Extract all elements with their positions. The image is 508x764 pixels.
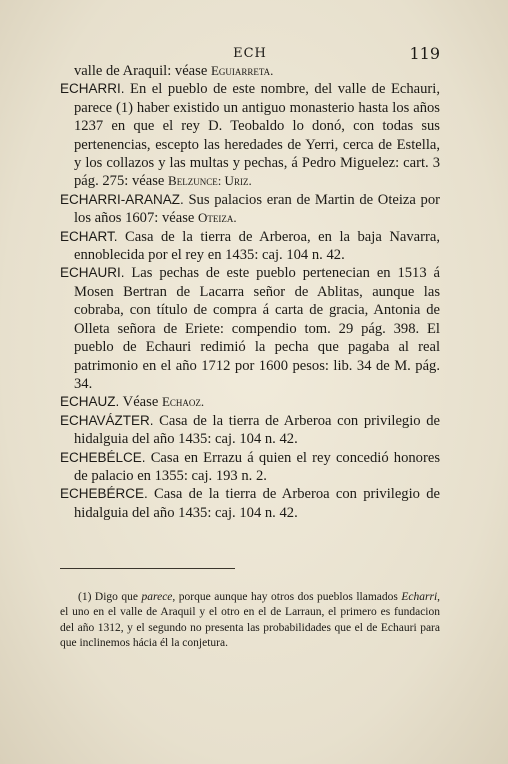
headword: ECHARRI-ARANAZ.: [60, 191, 184, 207]
entry-text: Casa en Errazu á quien el rey concedió honores de palacio en 1355: caj. 193 n. 2.: [74, 449, 440, 484]
entry-echeberce: [60, 485, 440, 522]
entry-echavazter: [60, 412, 440, 449]
headword: ECHAURI.: [60, 265, 125, 281]
cross-reference: Eguiarreta.: [210, 63, 274, 78]
entry-echauz: [60, 393, 440, 411]
footnote-rule: [60, 568, 235, 569]
headword: ECHEBÉLCE.: [60, 449, 146, 465]
headword: ECHEBÉRCE.: [60, 486, 148, 502]
entry-echauri: [60, 264, 440, 393]
entry-text: En el pueblo de este nombre, del valle de Echauri, parece (1) haber existido un antiguo monasterio hasta los años 1237 en que el rey D. Teobaldo lo donó, con todas sus pertenencias, escepto las heredades de Yerri, cerca de Estella, y los collazos y las multas y pechas, á Pedro Miguelez: cart. 3 pág. 275: véase: [74, 81, 440, 190]
cross-reference: Echaoz.: [161, 394, 205, 410]
entry-text: Las pechas de este pueblo pertenecian en 1513 á Mosen Bertran de Lacarra señor de Ablitas, aunque las cobraba, con título de compra á carta de gracia, Antonia de Olleta señora de Eriete: compendio tom. 29 pág. 398. El pueblo de Echauri redimió la pecha que pagaba al real patrimonio en el año 1712 por 1600 pesos: lib. 34 de M. pág. 34.: [74, 265, 440, 392]
page-number: 119: [409, 44, 440, 63]
entry-echebelce: [60, 449, 440, 486]
headword: ECHART.: [60, 228, 118, 244]
headword: ECHAVÁZTER.: [60, 412, 154, 428]
entry-text: Véase: [119, 394, 162, 411]
entry-text: Sus palacios eran de Martin de Oteiza por los años 1607: véase: [74, 191, 440, 227]
headword: ECHARRI.: [60, 81, 125, 97]
headword: ECHAUZ.: [60, 394, 120, 410]
cross-reference: Oteiza.: [198, 210, 237, 226]
footnote: (1) Digo que parece, porque aunque hay otros dos pueblos llamados Echarri, el uno en el valle de Araquil y el otro en el de Larraun, el primero es fundacion del año 1312, y el segundo no presenta las probabilidades que el de Echauri para que inclinemos hácia él la conjetura.: [60, 590, 441, 650]
continuation-line: valle de Araquil: véase Eguiarreta.: [74, 63, 274, 79]
cross-reference: Belzunce: Uriz.: [168, 173, 252, 189]
footnote-marker: (1): [78, 590, 92, 603]
entry-text: Casa de la tierra de Arberoa con privilegio de hidalguia del año 1435: caj. 104 n. 42.: [74, 412, 440, 448]
entry-echarri-aranaz: [60, 191, 440, 228]
entry-echart: [60, 228, 440, 265]
entry-text: Casa de la tierra de Arberoa con privilegio de hidalguia del año 1435: caj. 104 n. 42.: [74, 486, 440, 521]
entry-echarri: [60, 80, 440, 190]
running-head: ECH: [233, 46, 267, 61]
dictionary-body: [60, 62, 440, 522]
entry-text: Casa de la tierra de Arberoa, en la baja Navarra, ennoblecida por el rey en 1435: caj. 104 n. 42.: [74, 228, 440, 264]
